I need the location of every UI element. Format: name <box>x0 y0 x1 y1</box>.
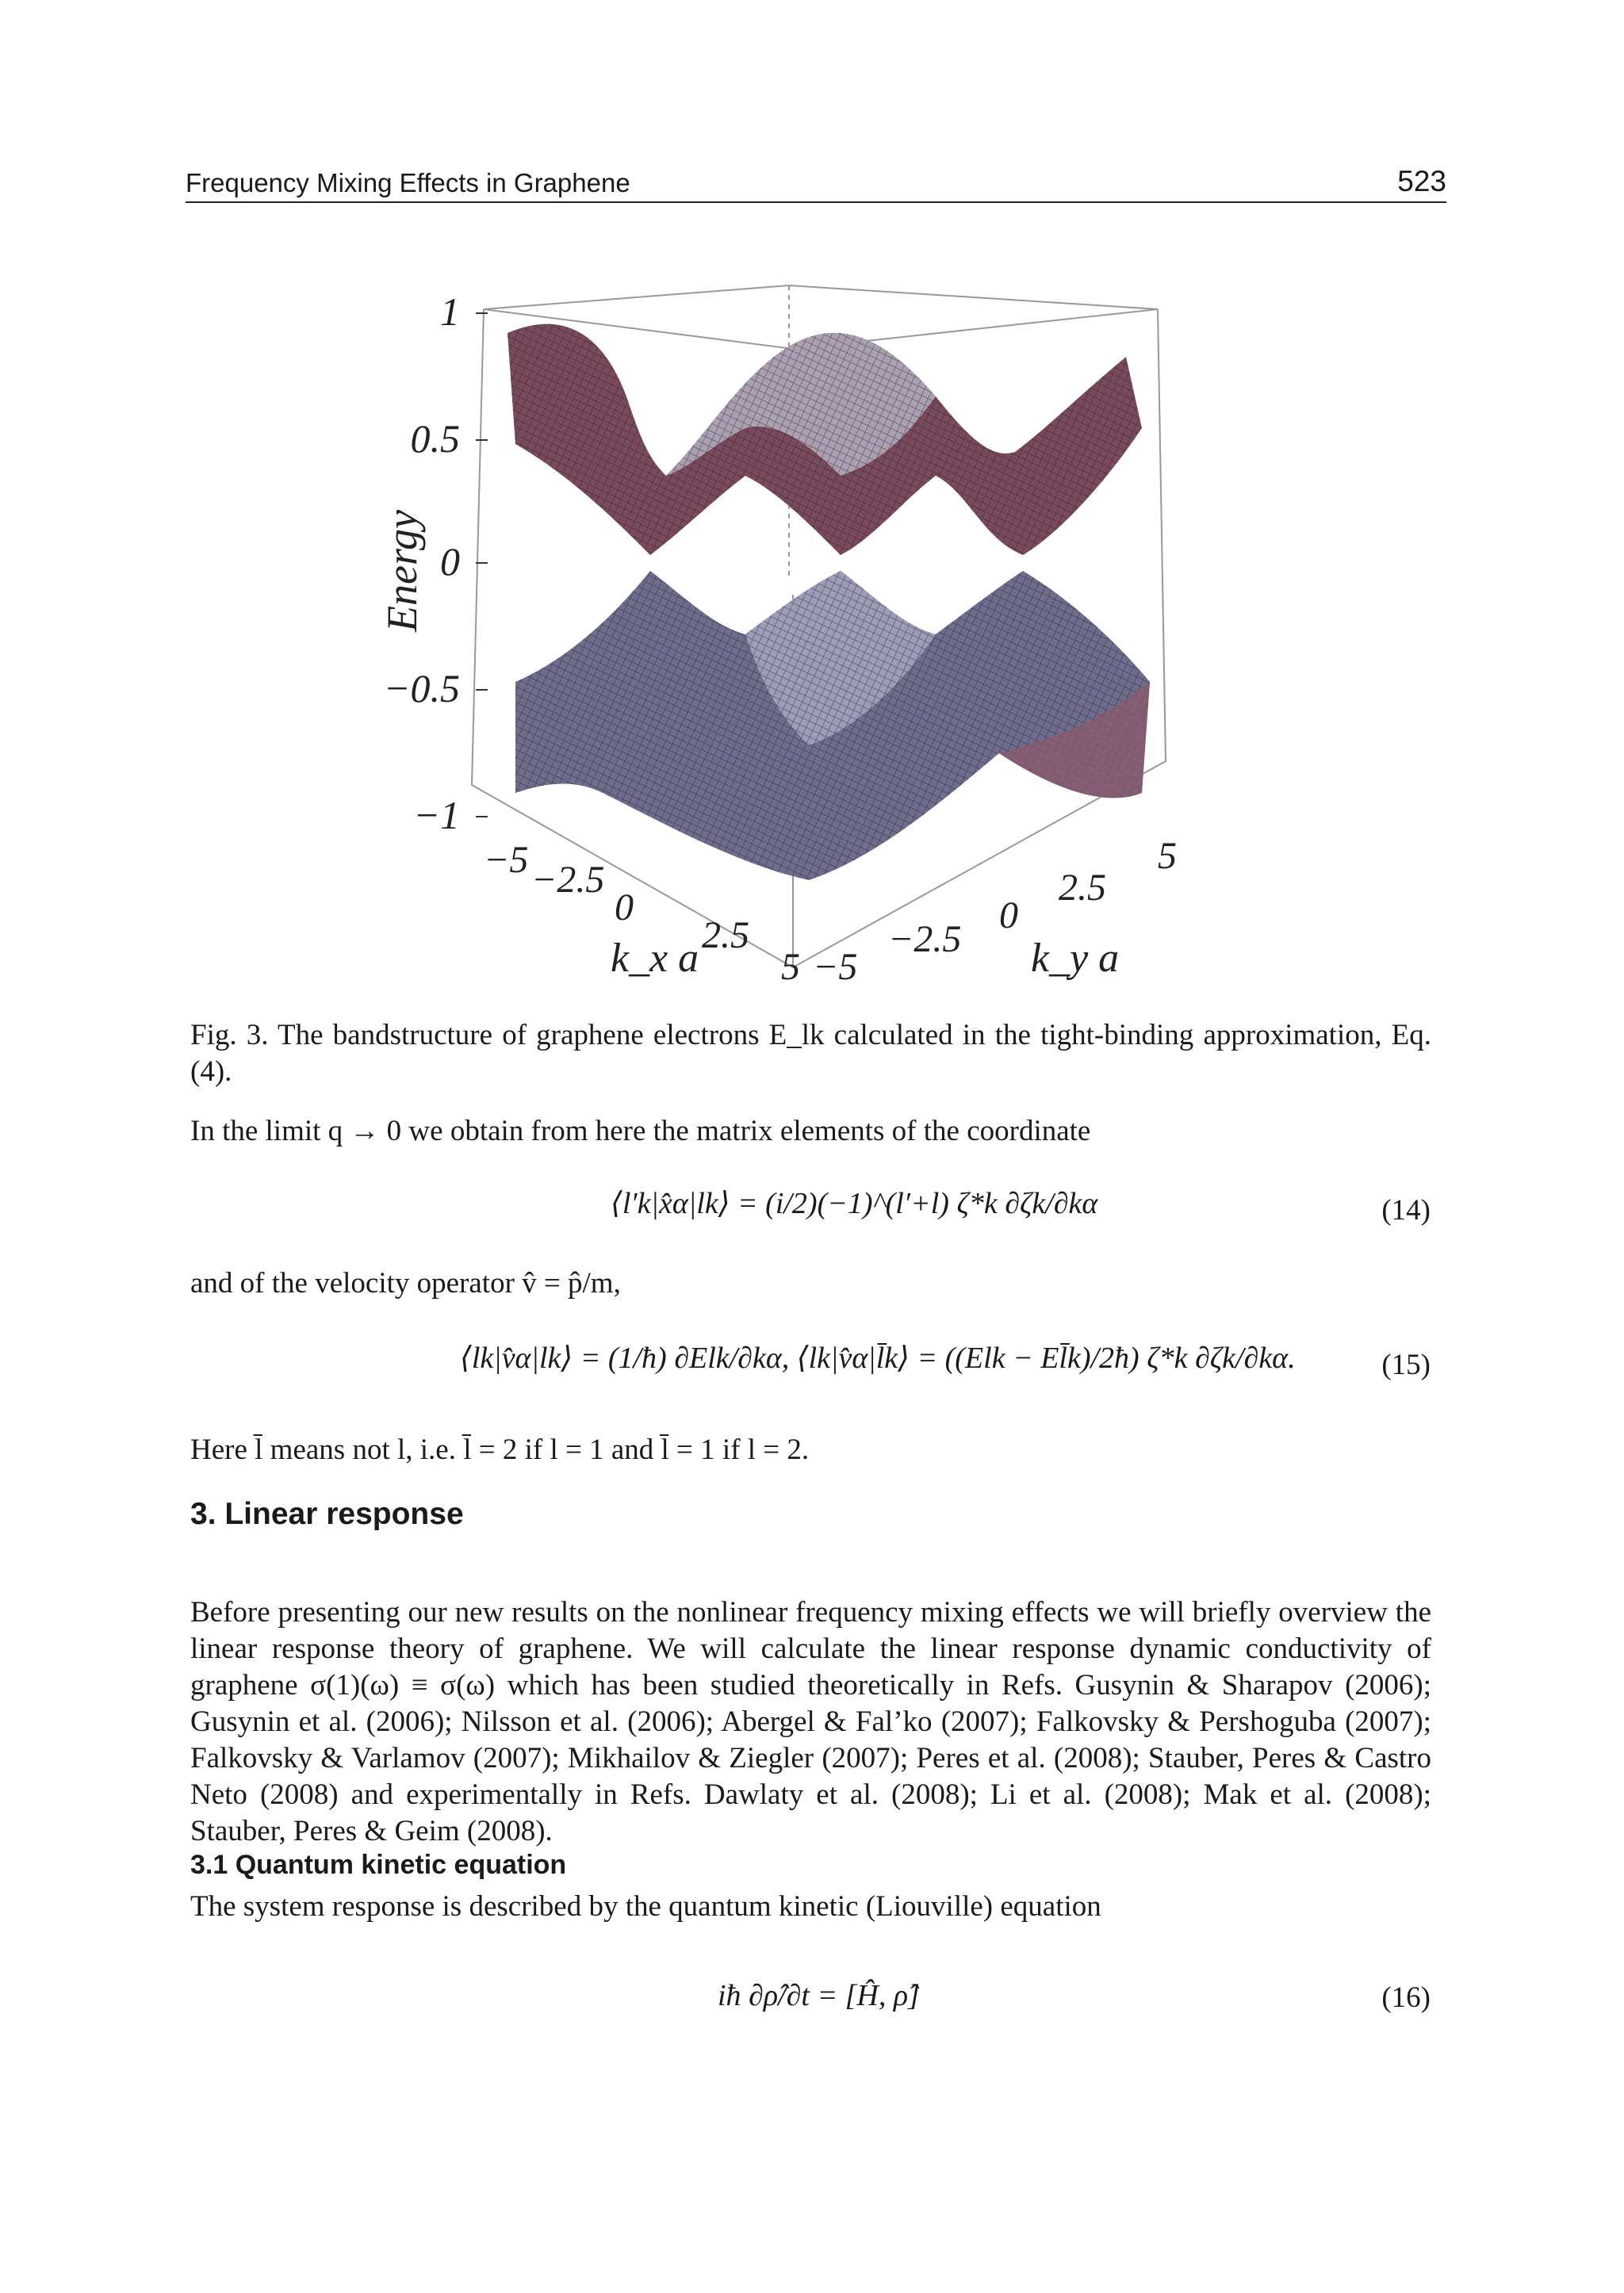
kx-tick-label: 5 <box>781 946 800 988</box>
ky-axis-label: k_y a <box>1031 936 1120 981</box>
bandstructure-figure <box>365 238 1277 991</box>
kx-tick-label: 2.5 <box>702 914 749 956</box>
subsection-heading-3-1: 3.1 Quantum kinetic equation <box>190 1850 567 1880</box>
equation-14: ⟨l′k|x̂α|lk⟩ = (i/2)(−1)^(l′+l) ζ*k ∂ζk/∂kα <box>611 1187 1098 1220</box>
ky-tick-label: −5 <box>813 946 858 988</box>
kx-axis-label: k_x a <box>611 936 699 981</box>
section-heading-3: 3. Linear response <box>190 1497 464 1531</box>
page-number: 523 <box>1397 165 1446 197</box>
figure-caption: Fig. 3. The bandstructure of graphene electrons E_lk calculated in the tight-binding approximation, Eq. (4). <box>190 1019 1431 1088</box>
paragraph-kinetic: The system response is described by the quantum kinetic (Liouville) equation <box>190 1890 1101 1923</box>
equation-number-15: (15) <box>1381 1349 1431 1381</box>
bandstructure-plot <box>365 238 1277 991</box>
kx-tick-label: −2.5 <box>531 859 605 901</box>
running-title: Frequency Mixing Effects in Graphene <box>186 168 630 197</box>
equation-number-16: (16) <box>1381 1981 1431 2014</box>
valence-band-surface <box>515 571 1150 880</box>
paragraph-velocity: and of the velocity operator v̂ = p̂/m, <box>190 1267 621 1300</box>
z-tick-label: −0.5 <box>383 666 460 710</box>
page-header <box>186 163 1446 203</box>
paragraph-limit: In the limit q → 0 we obtain from here the matrix elements of the coordinate <box>190 1115 1091 1147</box>
ky-tick-label: −2.5 <box>888 918 962 960</box>
kx-tick-label: −5 <box>484 839 529 881</box>
z-tick-label: 0 <box>440 539 460 584</box>
z-tick-label: 1 <box>440 289 460 334</box>
ky-tick-label: 2.5 <box>1059 867 1106 909</box>
kx-tick-label: 0 <box>615 886 634 928</box>
z-axis-label: Energy <box>378 510 426 632</box>
z-tick-label: −1 <box>413 793 460 837</box>
equation-number-14: (14) <box>1381 1194 1431 1227</box>
equation-15: ⟨lk|v̂α|lk⟩ = (1/ħ) ∂Elk/∂kα, ⟨lk|v̂α|l̄k⟩ = ((Elk − El̄k)/2ħ) ζ*k ∂ζk/∂kα. <box>460 1342 1296 1375</box>
equation-16: iħ ∂ρ̂/∂t = [Ĥ, ρ̂] <box>718 1979 920 2012</box>
conduction-band-surface <box>508 324 1142 555</box>
z-tick-label: 0.5 <box>410 416 460 461</box>
paragraph-linear-response: Before presenting our new results on the nonlinear frequency mixing effects we will briefly overview the linear response theory of graphene. We will calculate the linear response dynamic conductivity of graphene σ(1)(ω) ≡ σ(ω) which has been studied theoretically in Refs. Gusynin & Sharapov (2006); Gusynin et al. (2006); Nilsson et al. (2006); Abergel & Fal’ko (2007); Falkovsky & Pershoguba (2007); Falkovsky & Varlamov (2007); Mikhailov & Ziegler (2007); Peres et al. (2008); Stauber, Peres & Castro Neto (2008) and experimentally in Refs. Dawlaty et al. (2008); Li et al. (2008); Mak et al. (2008); Stauber, Peres & Geim (2008). <box>190 1596 1431 1847</box>
ky-tick-label: 0 <box>999 894 1018 936</box>
paragraph-lbar: Here l̄ means not l, i.e. l̄ = 2 if l = 1 and l̄ = 1 if l = 2. <box>190 1434 810 1466</box>
ky-tick-label: 5 <box>1158 835 1177 877</box>
